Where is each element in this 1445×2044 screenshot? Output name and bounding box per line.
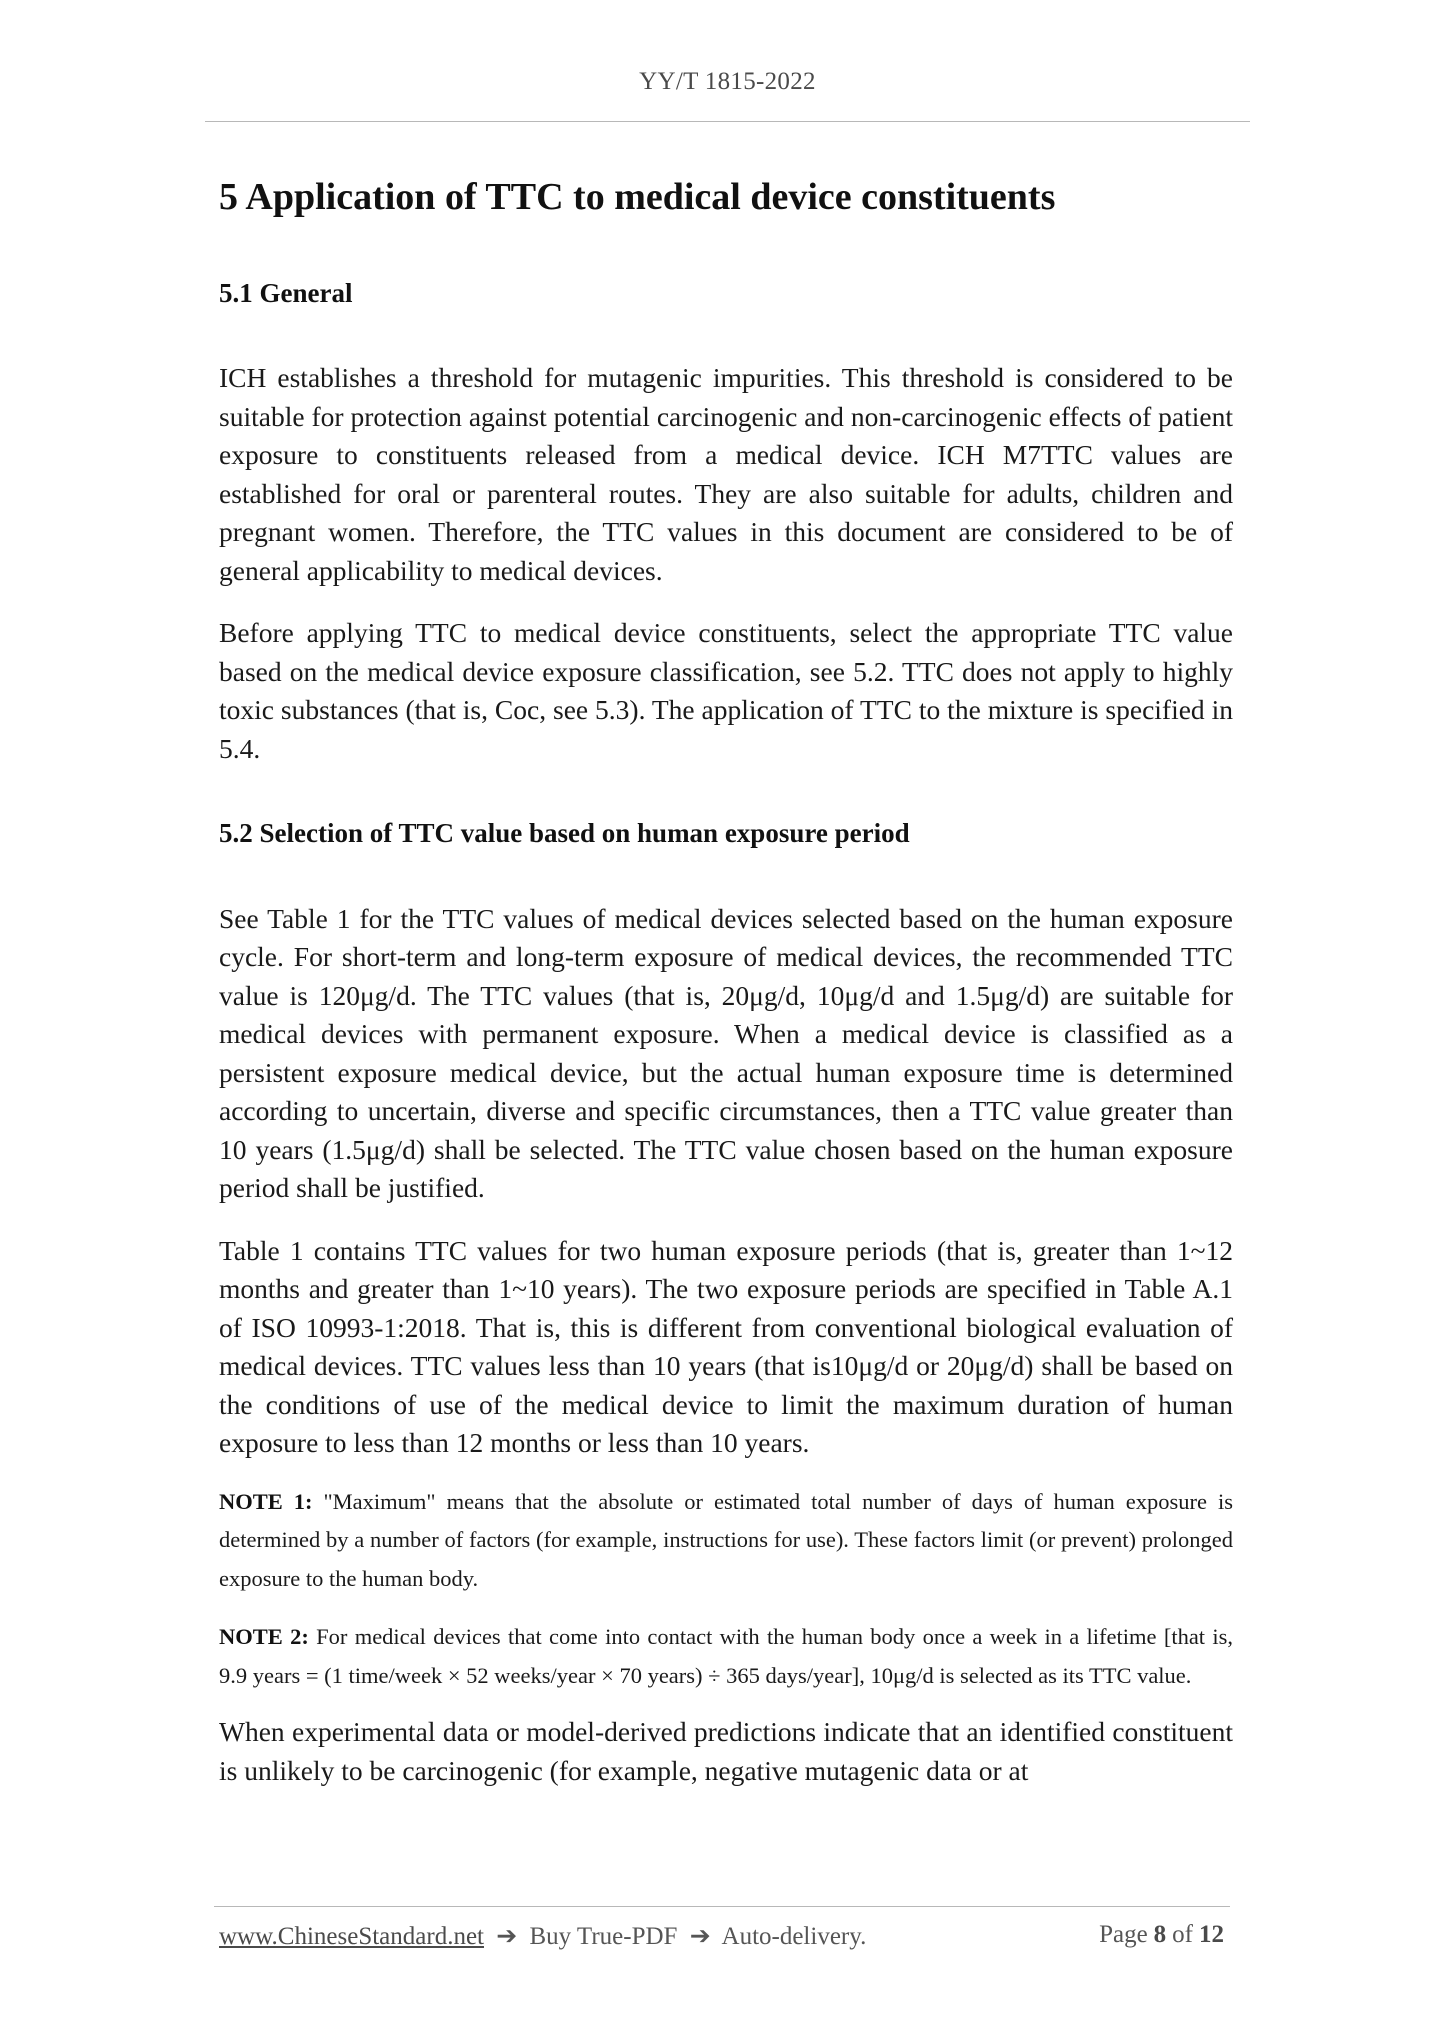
note-2-label: NOTE 2: xyxy=(219,1624,309,1650)
section-5-2-heading: 5.2 Selection of TTC value based on human exposure period xyxy=(219,818,910,849)
standard-number: YY/T 1815-2022 xyxy=(639,68,816,95)
paragraph-5-2-c: When experimental data or model-derived predictions indicate that an identified constituent is unlikely to be carcinogenic (for example, negative mutagenic data or at xyxy=(219,1716,1233,1786)
buy-pdf-text: Buy True-PDF xyxy=(529,1923,678,1950)
note-2-text: For medical devices that come into contact with the human body once a week in a lifetime [that is, 9.9 years = (1 time/week × 52 weeks/year × 70 years) ÷ 365 days/year], 10μg/d is selected as its TTC value. xyxy=(219,1624,1233,1688)
note-1-text: "Maximum" means that the absolute or estimated total number of days of human exposure is determined by a number of factors (for example, instructions for use). These factors limit (or prevent) prolonged exposure to the human body. xyxy=(219,1488,1233,1591)
current-page: 8 xyxy=(1153,1921,1167,1948)
running-header xyxy=(205,68,1250,96)
page-number xyxy=(1099,1921,1230,1951)
footer-left xyxy=(219,1921,866,1951)
note-1-label: NOTE 1: xyxy=(219,1488,313,1514)
site-link[interactable]: www.ChineseStandard.net xyxy=(219,1923,484,1950)
section-5-heading: 5 Application of TTC to medical device constituents xyxy=(219,176,1056,218)
footer-divider xyxy=(214,1906,1230,1907)
paragraph-5-1-b: Before applying TTC to medical device constituents, select the appropriate TTC value based on the medical device exposure classification, see 5.2. TTC does not apply to highly toxic substances (that is, Coc, see 5.3). The application of TTC to the mixture is specified in 5.4. xyxy=(219,617,1233,764)
arrow-right-icon: ➔ xyxy=(496,1923,518,1950)
arrow-right-icon: ➔ xyxy=(689,1923,711,1950)
page-footer xyxy=(219,1921,1230,1951)
total-pages: 12 xyxy=(1199,1921,1224,1948)
paragraph-5-2-b: Table 1 contains TTC values for two human exposure periods (that is, greater than 1~12 months and greater than 1~10 years). The two exposure periods are specified in Table A.1 of ISO 10993-1:2018. That is, this is different from conventional biological evaluation of medical devices. TTC values less than 10 years (that is10μg/d or 20μg/d) shall be based on the conditions of use of the medical device to limit the maximum duration of human exposure to less than 12 months or less than 10 years. xyxy=(219,1234,1233,1459)
paragraph-5-2-a: See Table 1 for the TTC values of medical devices selected based on the human exposure cycle. For short-term and long-term exposure of medical devices, the recommended TTC value is 120μg/d. The TTC values (that is, 20μg/d, 10μg/d and 1.5μg/d) are suitable for medical devices with permanent exposure. When a medical device is classified as a persistent exposure medical device, but the actual human exposure time is determined according to uncertain, diverse and specific circumstances, then a TTC value greater than 10 years (1.5μg/d) shall be selected. The TTC value chosen based on the human exposure period shall be justified. xyxy=(219,902,1233,1204)
paragraph-5-1-a: ICH establishes a threshold for mutagenic impurities. This threshold is considered to be suitable for protection against potential carcinogenic and non-carcinogenic effects of patient exposure to constituents released from a medical device. ICH M7TTC values are established for oral or parenteral routes. They are also suitable for adults, children and pregnant women. Therefore, the TTC values in this document are considered to be of general applicability to medical devices. xyxy=(219,362,1233,586)
section-5-1-heading: 5.1 General xyxy=(219,278,353,309)
auto-delivery-text: Auto-delivery. xyxy=(721,1923,867,1950)
page-label: Page xyxy=(1099,1921,1148,1948)
note-1 xyxy=(219,1483,1233,1599)
of-label: of xyxy=(1172,1921,1193,1948)
note-2 xyxy=(219,1618,1233,1695)
page-content xyxy=(219,160,1233,1790)
header-divider xyxy=(205,121,1250,122)
